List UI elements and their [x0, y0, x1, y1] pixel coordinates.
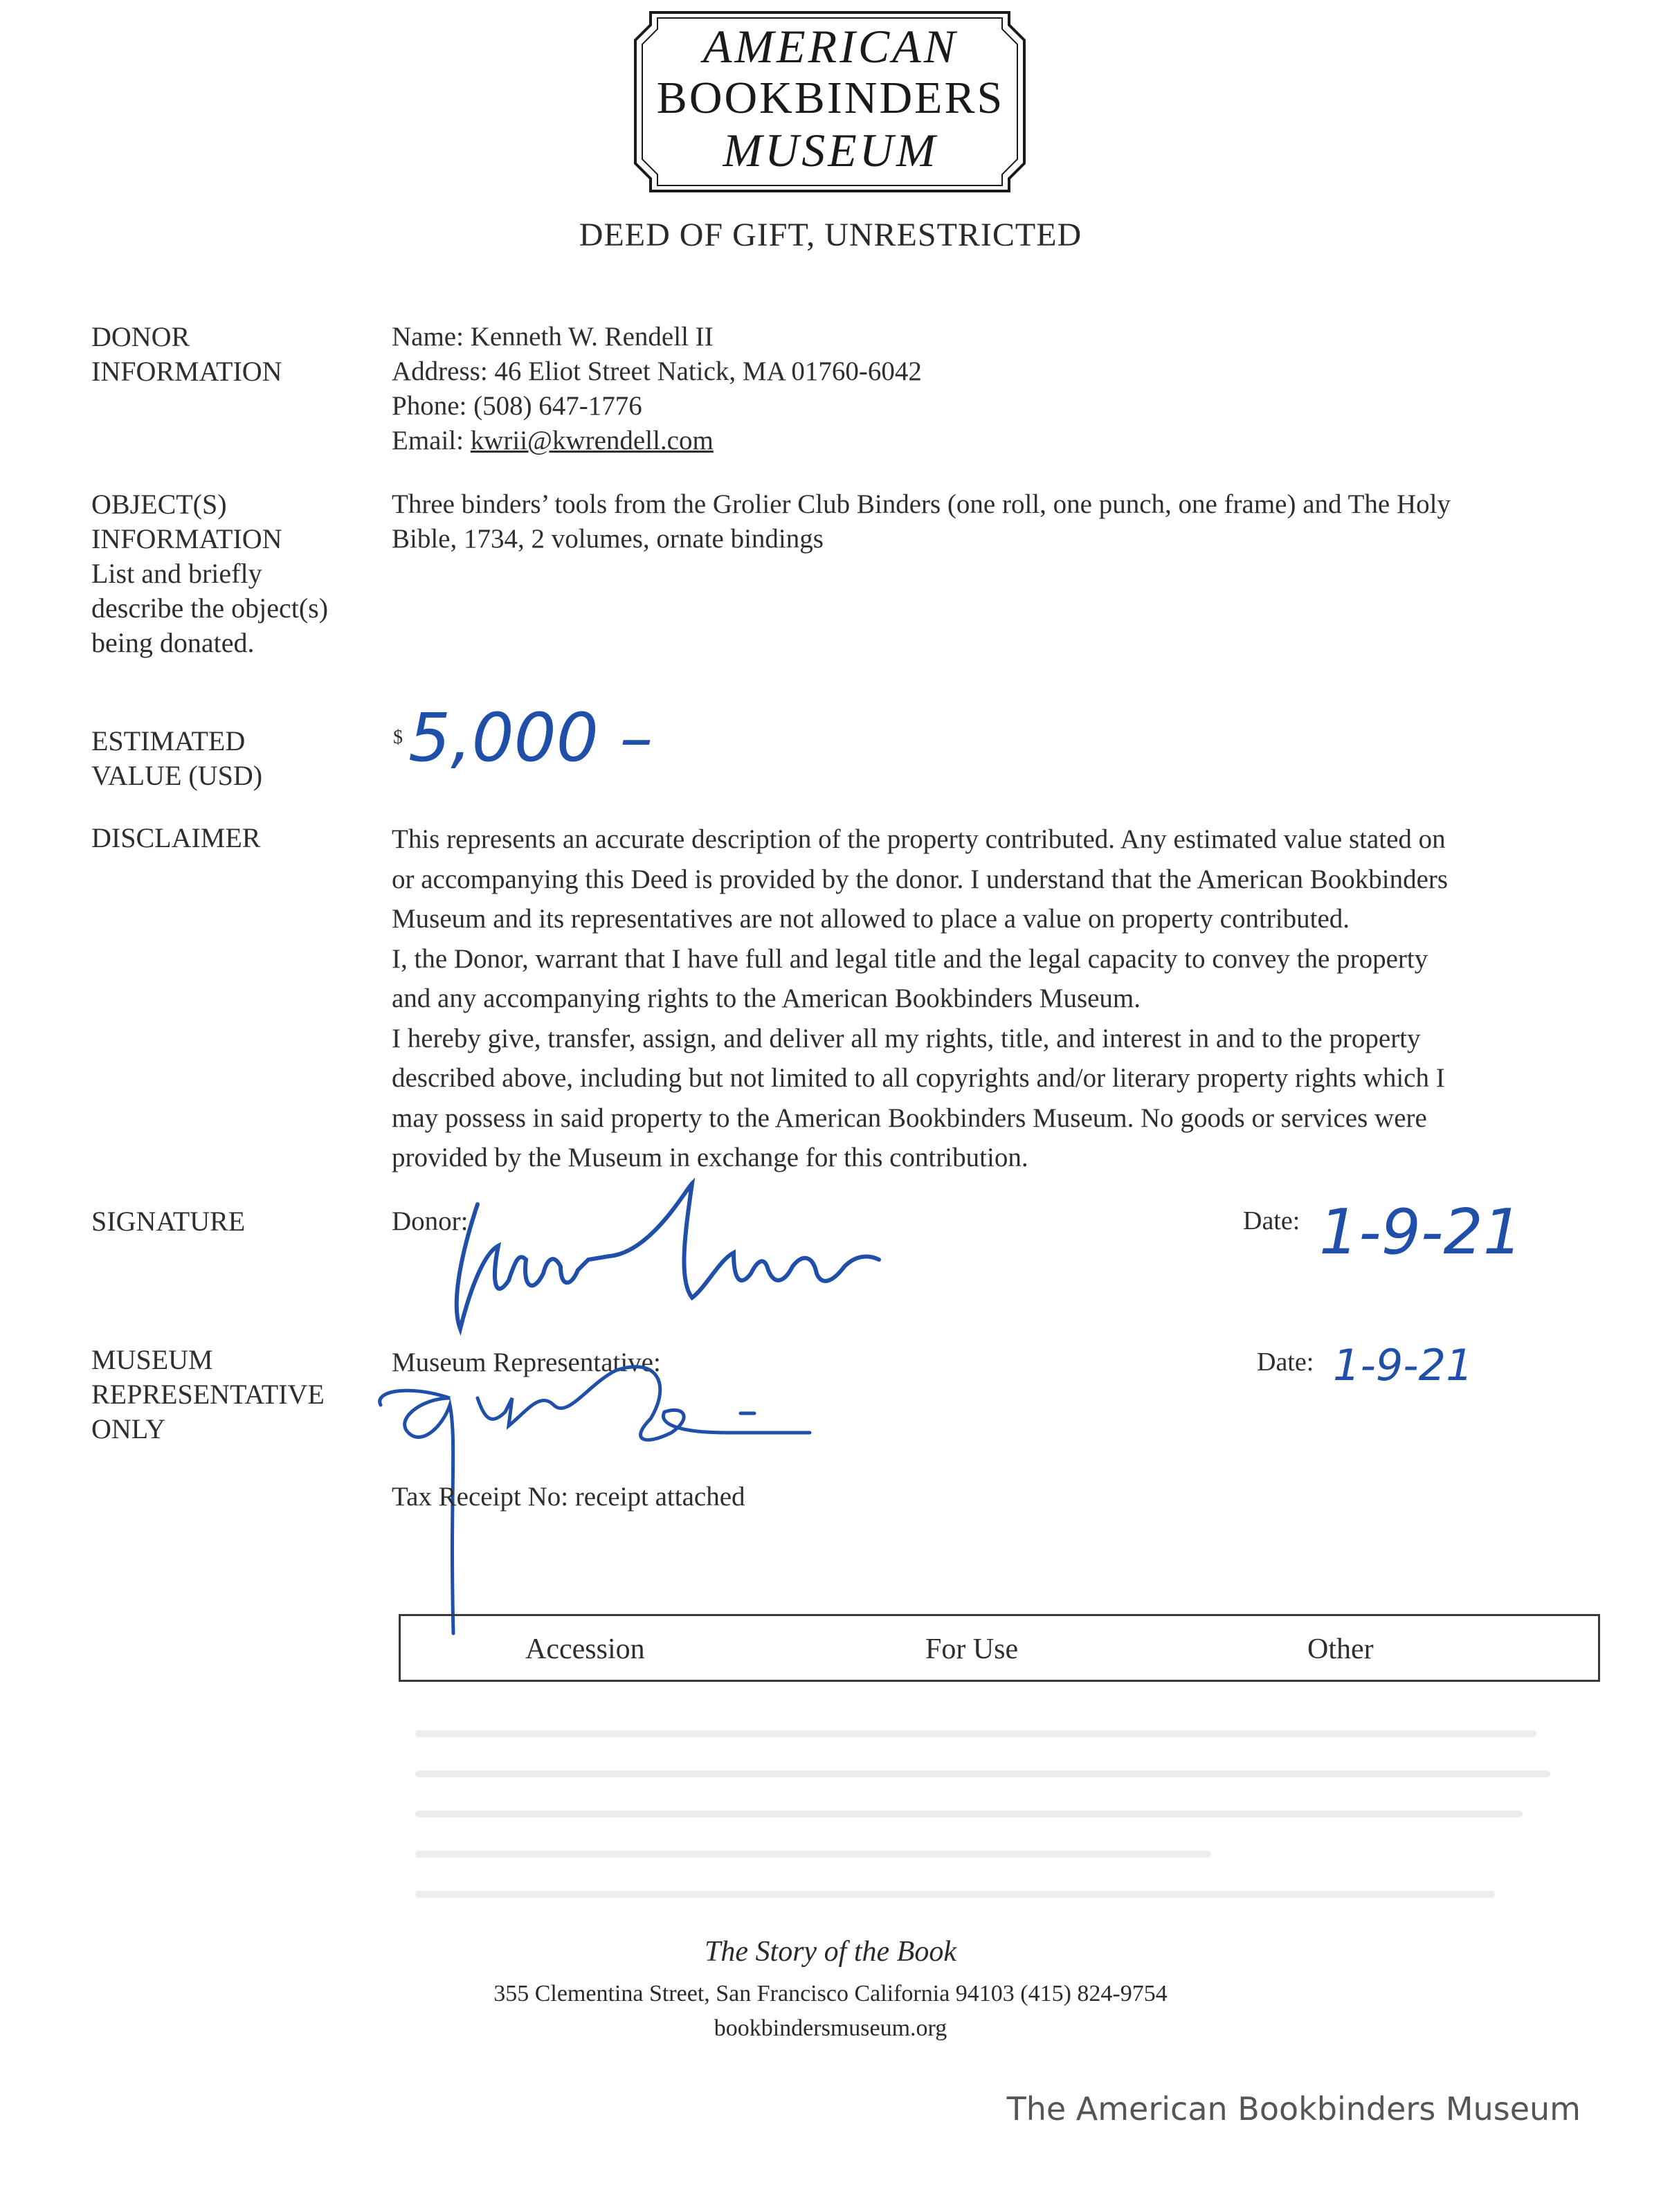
objects-label-5: being donated. [91, 627, 255, 658]
value-currency-sign: $ [393, 727, 403, 748]
donor-label-2: INFORMATION [91, 356, 282, 387]
donor-email-link[interactable]: kwrii@kwrendell.com [470, 426, 714, 455]
donor-phone: Phone: (508) 647-1776 [392, 391, 642, 421]
footer-website-link[interactable]: bookbindersmuseum.org [714, 2015, 947, 2041]
donor-signature-label: Donor: [392, 1206, 469, 1236]
donor-address: Address: 46 Eliot Street Natick, MA 01760-6042 [392, 356, 922, 386]
donor-email-row [392, 424, 714, 458]
donor-label-1: DONOR [91, 321, 190, 352]
bleed-through-line [415, 1730, 1536, 1737]
disclaimer-text [392, 819, 1582, 1178]
value-label-2: VALUE (USD) [91, 760, 263, 791]
objects-label-2: INFORMATION [91, 523, 282, 554]
logo-line-bookbinders: BOOKBINDERS [656, 73, 1005, 123]
disclaimer-line: I, the Donor, warrant that I have full and legal title and the legal capacity to convey the property [392, 943, 1428, 974]
museum-date-handwritten: 1-9-21 [1333, 1340, 1473, 1390]
donor-date-handwritten: 1-9-21 [1319, 1196, 1523, 1269]
museum-rep-label: Museum Representative: [392, 1348, 661, 1377]
bleed-through-line [415, 1851, 1211, 1858]
museum-label-3: ONLY [91, 1413, 166, 1444]
donor-signature-image [443, 1177, 927, 1343]
for-use-option: For Use [925, 1633, 1019, 1665]
bleed-through-line [415, 1891, 1495, 1898]
objects-label-1: OBJECT(S) [91, 489, 227, 520]
bleed-through-line [415, 1811, 1523, 1817]
bleed-through-line [415, 1770, 1550, 1777]
disclaimer-line: described above, including but not limited to all copyrights and/or literary property rights which I [392, 1063, 1445, 1093]
accession-option: Accession [525, 1633, 645, 1665]
disclaimer-line: may possess in said property to the American Bookbinders Museum. No goods or services were [392, 1103, 1427, 1133]
disclaimer-line: This represents an accurate description of the property contributed. Any estimated value stated on [392, 824, 1446, 854]
objects-label-4: describe the object(s) [91, 592, 329, 624]
museum-label-1: MUSEUM [91, 1344, 213, 1375]
museum-label-2: REPRESENTATIVE [91, 1379, 325, 1410]
watermark-credit: The American Bookbinders Museum [1006, 2090, 1581, 2128]
disclaimer-line: I hereby give, transfer, assign, and deliver all my rights, title, and interest in and to the property [392, 1023, 1421, 1053]
logo-line-american: AMERICAN [702, 20, 959, 73]
objects-description-1: Three binders’ tools from the Grolier Club Binders (one roll, one punch, one frame) and The Holy [392, 489, 1451, 519]
objects-description-2: Bible, 1734, 2 volumes, ornate bindings [392, 524, 824, 554]
document-title: DEED OF GIFT, UNRESTRICTED [579, 217, 1082, 253]
disclaimer-label: DISCLAIMER [91, 822, 261, 853]
disclaimer-line: and any accompanying rights to the American Bookbinders Museum. [392, 983, 1141, 1013]
objects-label-3: List and briefly [91, 558, 262, 589]
museum-date-label: Date: [1257, 1348, 1314, 1377]
disposition-box [399, 1614, 1600, 1682]
footer-tagline: The Story of the Book [705, 1936, 956, 1968]
donor-name: Name: Kenneth W. Rendell II [392, 322, 714, 352]
disclaimer-line: or accompanying this Deed is provided by the donor. I understand that the American Bookbinders [392, 864, 1449, 894]
museum-logo [609, 6, 1052, 199]
logo-line-museum: MUSEUM [723, 124, 938, 176]
value-handwritten-amount: 5,000 – [408, 699, 653, 777]
donor-date-label: Date: [1243, 1206, 1300, 1235]
footer-address: 355 Clementina Street, San Francisco California 94103 (415) 824-9754 [493, 1981, 1168, 2006]
value-label-1: ESTIMATED [91, 725, 246, 756]
disclaimer-line: Museum and its representatives are not allowed to place a value on property contributed. [392, 904, 1350, 934]
donor-email-label: Email: [392, 426, 471, 455]
other-option: Other [1307, 1633, 1374, 1665]
signature-label: SIGNATURE [91, 1206, 246, 1237]
tax-receipt-text: Tax Receipt No: receipt attached [392, 1482, 745, 1512]
disclaimer-line: provided by the Museum in exchange for this contribution. [392, 1143, 1028, 1172]
